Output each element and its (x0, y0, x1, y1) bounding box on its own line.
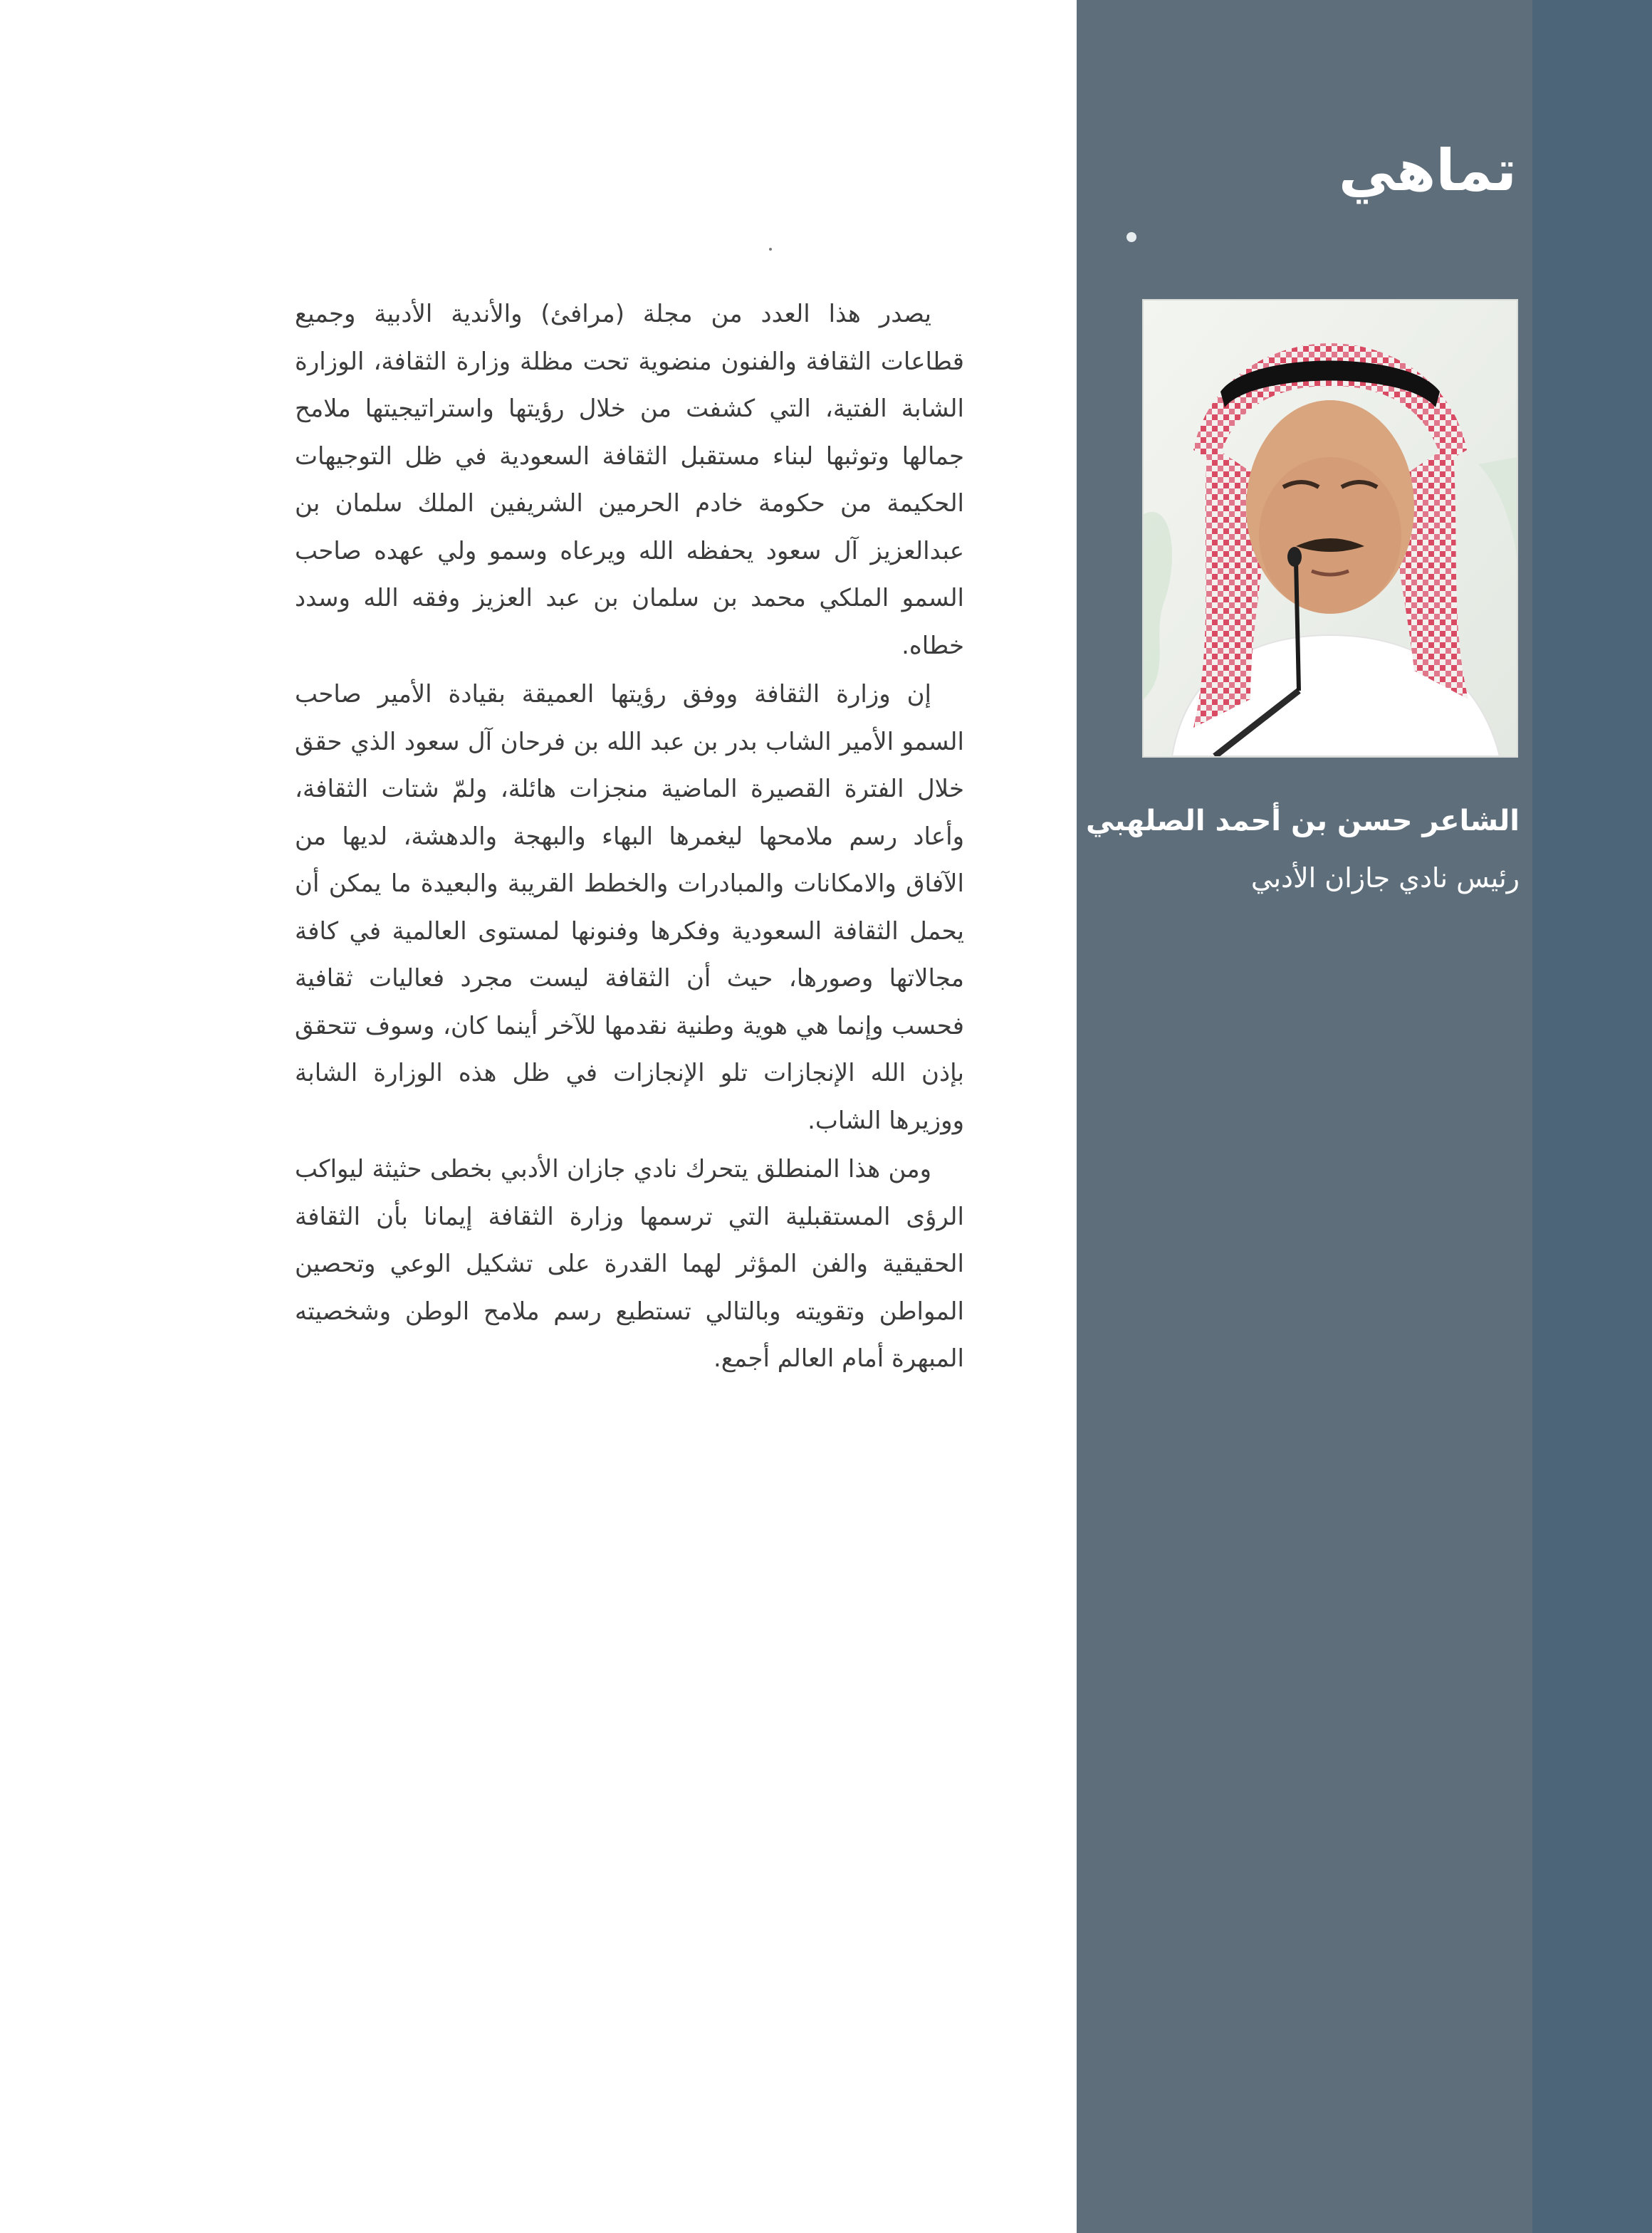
article-paragraph: إن وزارة الثقافة ووفق رؤيتها العميقة بقيادة الأمير صاحب السمو الأمير الشاب بدر بن عبد الله بن فرحان آل سعود الذي حقق خلال الفترة القصيرة الماضية منجزات هائلة، ولمّ شتات الثقافة، وأعاد رسم ملامحها ليغمرها البهاء والبهجة والدهشة، لديها من الآفاق والامكانات والمبادرات والخطط القريبة والبعيدة ما يمكن أن يحمل الثقافة السعودية وفكرها وفنونها لمستوى العالمية في كافة مجالاتها وصورها، حيث أن الثقافة ليست مجرد فعاليات ثقافية فحسب وإنما هي هوية وطنية نقدمها للآخر أينما كان، وسوف تتحقق بإذن الله الإنجازات تلو الإنجازات في ظل هذه الوزارة الشابة ووزيرها الشاب. (295, 680, 964, 1135)
author-role: رئيس نادي جازان الأدبي (1250, 862, 1520, 894)
article-paragraph: يصدر هذا العدد من مجلة (مرافئ) والأندية الأدبية وجميع قطاعات الثقافة والفنون منضوية تحت مظلة وزارة الثقافة، الوزارة الشابة الفتية، التي كشفت من خلال رؤيتها واستراتيجيتها ملامح جمالها وتوثبها لبناء مستقبل الثقافة السعودية في ظل التوجيهات الحكيمة من حكومة خادم الحرمين الشريفين الملك سلمان بن عبدالعزيز آل سعود يحفظه الله ويرعاه وسمو ولي عهده صاحب السمو الملكي محمد بن سلمان بن عبد العزيز وفقه الله وسدد خطاه. (295, 300, 964, 660)
section-title: تماهي (1338, 137, 1517, 204)
page-mark (769, 248, 772, 251)
author-photo (1144, 300, 1517, 756)
author-name: الشاعر حسن بن أحمد الصلهبي (1085, 805, 1520, 837)
sidebar-edge-strip (1532, 0, 1652, 2233)
portrait-photo-icon (1144, 300, 1517, 756)
title-dot-ornament (1126, 232, 1136, 242)
article-paragraph: ومن هذا المنطلق يتحرك نادي جازان الأدبي بخطى حثيثة ليواكب الرؤى المستقبلية التي ترسمها وزارة الثقافة إيمانا بأن الثقافة الحقيقية والفن المؤثر لهما القدرة على تشكيل الوعي وتحصين المواطن وتقويته وبالتالي تستطيع رسم ملامح الوطن وشخصيته المبهرة أمام العالم أجمع. (295, 1155, 964, 1373)
article-body (295, 291, 964, 1384)
